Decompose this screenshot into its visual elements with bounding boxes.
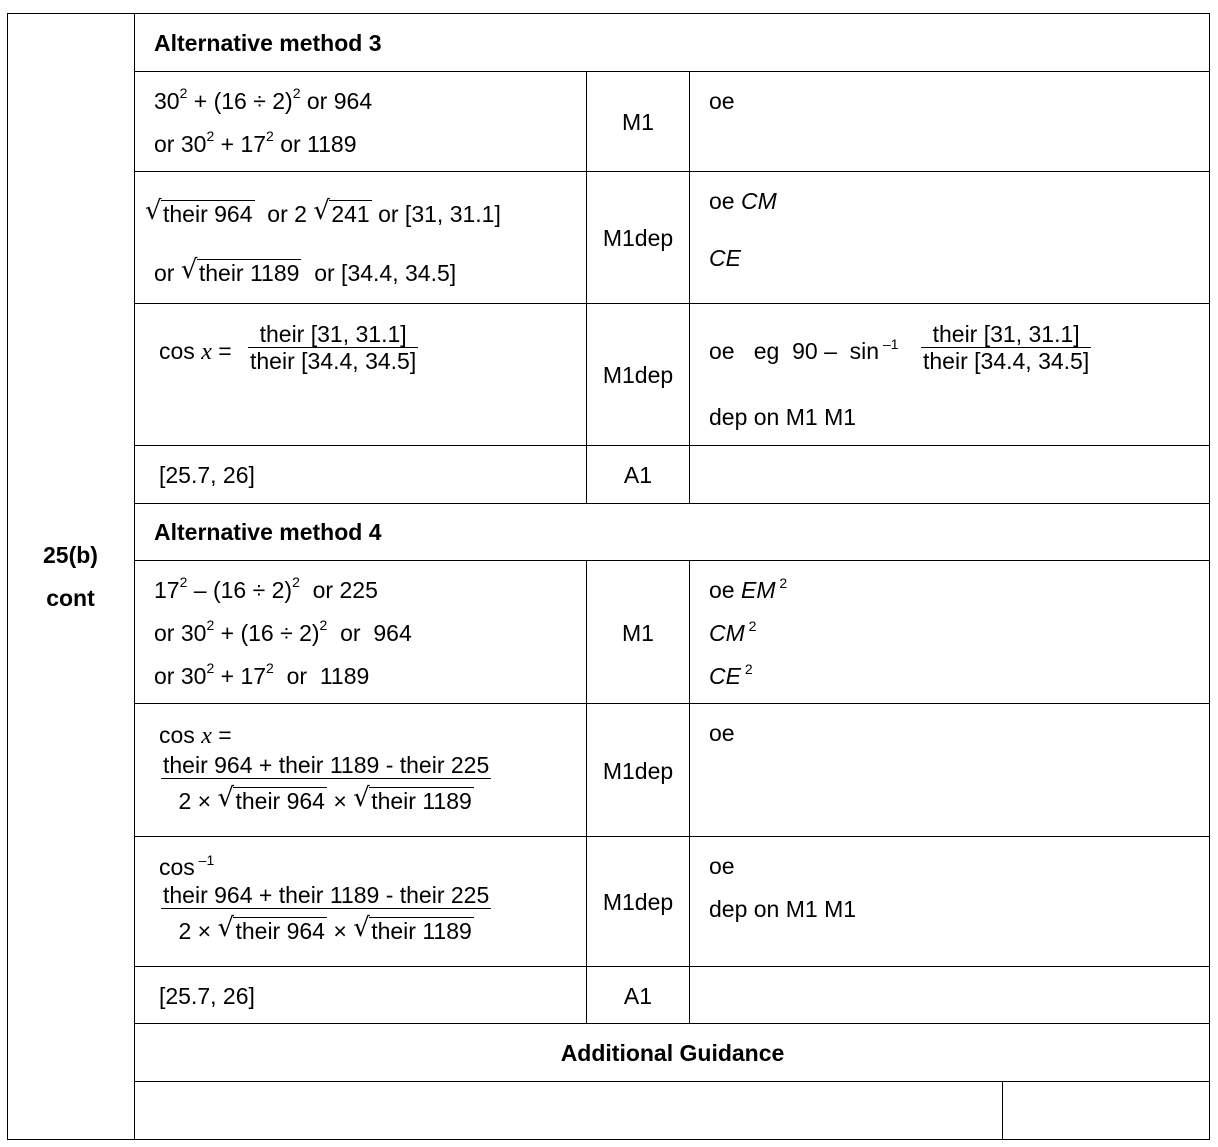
alt4-row3-cos-label: cos $^{-1}$	[159, 852, 215, 880]
row-divider	[134, 71, 1210, 72]
question-cont: cont	[46, 585, 95, 611]
row-divider	[134, 560, 1210, 561]
alt3-row2-comment1: oe CM	[709, 188, 777, 214]
row-divider	[134, 1023, 1210, 1024]
alt4-row1-line3: or $30^2 + 17^2$ or 1189	[154, 660, 370, 689]
alt3-row1-mark: M1	[622, 109, 654, 135]
alt3-row2-mark: M1dep	[602, 225, 674, 251]
alt4-row3-comment2: dep on M1 M1	[709, 896, 857, 922]
alt4-row1-line1: $17^2 - (16 \div 2)^2$ or 225	[154, 574, 378, 603]
alt3-row2-comment2: CE	[709, 245, 741, 271]
row-divider	[134, 1081, 1210, 1082]
divider-question-col	[134, 13, 135, 1140]
alt4-row2-comment: oe	[709, 720, 735, 746]
divider-mark-col-a3	[586, 71, 587, 503]
divider-comment-col-a3	[689, 71, 690, 503]
alt4-row3-comment1: oe	[709, 853, 735, 879]
alt4-row1-comment3: CE $^2$	[709, 661, 753, 689]
alt3-row1-line1: $30^2 + (16 \div 2)^2$ or 964	[154, 85, 373, 114]
row-divider	[134, 445, 1210, 446]
alt4-row1-mark: M1	[622, 620, 654, 646]
alt4-row1-comment2: CM $^2$	[709, 618, 757, 646]
alt3-answer: [25.7, 26]	[159, 462, 255, 488]
alt3-row1-comment: oe	[709, 88, 735, 114]
alt3-row1-line2: or $30^2 + 17^2$ or 1189	[154, 128, 357, 157]
alt3-answer-mark: A1	[623, 462, 653, 488]
alt3-row2-line2: or √ their 1189 or [34.4, 34.5]	[154, 259, 456, 286]
alt4-row2-cos-label: cos x =	[159, 722, 232, 749]
row-divider	[134, 836, 1210, 837]
alt4-row2-fraction: their 964 + their 1189 - their 225 2 × √ their 964 × √ their 1189	[161, 752, 491, 814]
additional-guidance-heading: Additional Guidance	[560, 1040, 785, 1066]
divider-comment-col-a4	[689, 560, 690, 1024]
divider-guidance-col	[1002, 1081, 1003, 1140]
alt3-row3-cos-label: cos x =	[159, 338, 232, 365]
alt4-row3-fraction: their 964 + their 1189 - their 225 2 × √ their 964 × √ their 1189	[161, 882, 491, 944]
alt3-row3-comment-fraction: their [31, 31.1] their [34.4, 34.5]	[923, 321, 1090, 374]
alt4-row3-mark: M1dep	[602, 889, 674, 915]
alt3-row3-comment-prefix: oe eg 90 – sin $^{-1}$	[709, 336, 899, 364]
alt3-row3-comment2: dep on M1 M1	[709, 404, 857, 430]
alt-method-3-heading: Alternative method 3	[154, 30, 382, 56]
alt4-row2-mark: M1dep	[602, 758, 674, 784]
row-divider	[134, 966, 1210, 967]
alt4-row1-line2: or $30^2 + (16 \div 2)^2$ or 964	[154, 617, 412, 646]
alt-method-4-heading: Alternative method 4	[154, 519, 382, 545]
alt3-row3-fraction: their [31, 31.1] their [34.4, 34.5]	[250, 321, 417, 374]
question-number: 25(b)	[43, 542, 98, 568]
alt3-row3-mark: M1dep	[602, 362, 674, 388]
alt4-answer: [25.7, 26]	[159, 983, 255, 1009]
row-divider	[134, 503, 1210, 504]
alt4-row1-comment1: oe EM $^2$	[709, 575, 788, 603]
alt4-answer-mark: A1	[623, 983, 653, 1009]
row-divider	[134, 303, 1210, 304]
row-divider	[134, 703, 1210, 704]
alt3-row2-line1: √ their 964 or 2 √ 241 or [31, 31.1]	[145, 200, 501, 227]
row-divider	[134, 171, 1210, 172]
